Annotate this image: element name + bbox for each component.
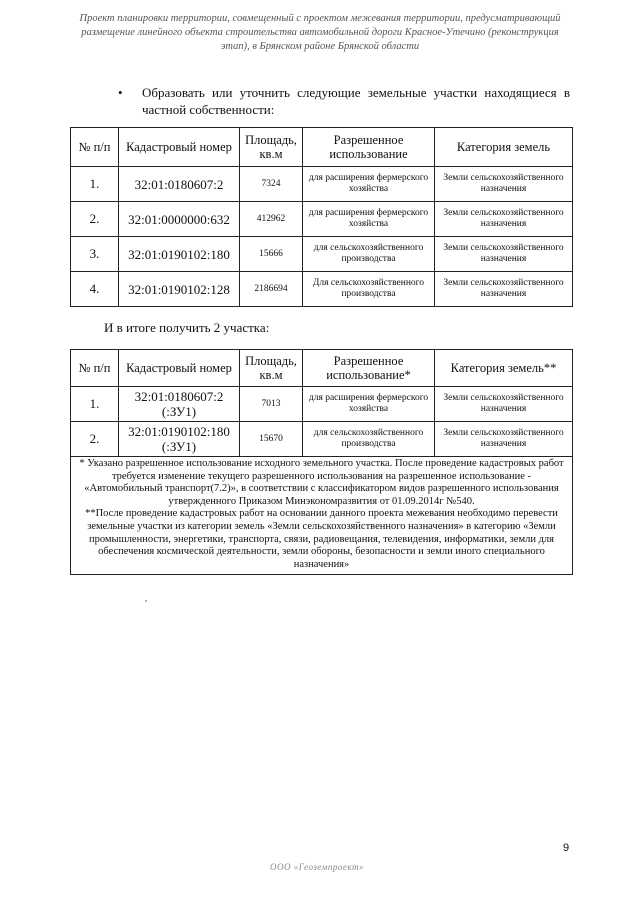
table-row [71,202,573,237]
result-intro-text: И в итоге получить 2 участка: [104,320,270,335]
table-row [71,387,573,422]
permitted-use: для сельскохозяйственного производства [303,422,435,457]
cadastral-number: 32:01:0180607:2 [119,167,240,202]
document-header [70,12,570,54]
col-header-area: Площадь, кв.м [240,350,303,387]
area-value: 15670 [240,422,303,457]
cadastral-number-line: 32:01:0190102:180 [128,424,230,439]
area-value: 2186694 [240,272,303,307]
land-category: Земли сельскохозяйственного назначения [435,237,573,272]
note-land-category: **После проведение кадастровых работ на основании данного проекта межевания необходимо перевести земельные участки из категории земель «Земли сельскохозяйственного назначения» в категорию «Земли промышленности, энергетики, транспорта, связи, радиовещания, телевидения, информатики, земли для обеспечения космической деятельности, земли обороны, безопасности и земли иного специального назначения» [85,508,558,570]
permitted-use: для расширения фермерского хозяйства [303,167,435,202]
col-header-number: № п/п [71,350,119,387]
col-header-number: № п/п [71,128,119,167]
col-header-cadastral: Кадастровый номер [119,350,240,387]
row-number: 1. [71,167,119,202]
cadastral-number [119,387,240,422]
row-number: 2. [71,202,119,237]
parcel-designation: (:ЗУ1) [161,439,197,454]
row-number: 4. [71,272,119,307]
land-category: Земли сельскохозяйственного назначения [435,202,573,237]
table-row [71,272,573,307]
col-header-area: Площадь, кв.м [240,128,303,167]
note-permitted-use: * Указано разрешенное использование исходного земельного участка. После проведение кадастровых работ требуется изменение текущего разрешенного использования на разрешенное использование - «Автомобильный транспорт(7.2)», в соответствии с классификатором видов разрешенного использования утвержденного Приказом Минэкономразвития от 01.09.2014г №540. [79,458,564,507]
result-parcels-table [70,349,573,575]
area-value: 412962 [240,202,303,237]
col-header-category: Категория земель** [435,350,573,387]
page-number: 9 [563,842,570,854]
permitted-use: Для сельскохозяйственного производства [303,272,435,307]
land-category: Земли сельскохозяйственного назначения [435,387,573,422]
cadastral-number-line: 32:01:0180607:2 [134,389,224,404]
table-row [71,422,573,457]
table-notes-row [71,457,573,575]
parcel-designation: (:ЗУ1) [161,404,197,419]
land-category: Земли сельскохозяйственного назначения [435,272,573,307]
header-line-1: Проект планировки территории, совмещенный с проектом межевания территории, предусматривающий [79,13,561,24]
permitted-use: для расширения фермерского хозяйства [303,387,435,422]
permitted-use: для сельскохозяйственного производства [303,237,435,272]
bullet-paragraph [118,84,570,118]
area-value: 7013 [240,387,303,422]
col-header-use: Разрешенное использование [303,128,435,167]
row-number: 3. [71,237,119,272]
table-header-row [71,350,573,387]
scan-speck [145,600,147,602]
land-category: Земли сельскохозяйственного назначения [435,167,573,202]
area-value: 7324 [240,167,303,202]
source-parcels-table [70,127,573,307]
cadastral-number: 32:01:0190102:128 [119,272,240,307]
land-category: Земли сельскохозяйственного назначения [435,422,573,457]
col-header-cadastral: Кадастровый номер [119,128,240,167]
table-row [71,237,573,272]
header-line-2: размещение линейного объекта строительства автомобильной дороги Красное-Утечино (реконструкция [81,27,559,38]
cadastral-number [119,422,240,457]
area-value: 15666 [240,237,303,272]
col-header-use: Разрешенное использование* [303,350,435,387]
bullet-text: Образовать или уточнить следующие земельные участки находящиеся в частной собственности: [142,85,570,117]
cadastral-number: 32:01:0190102:180 [119,237,240,272]
row-number: 1. [71,387,119,422]
row-number: 2. [71,422,119,457]
table-header-row [71,128,573,167]
header-line-3: этап), в Брянском районе Брянской области [220,41,420,52]
table-notes [71,457,573,575]
cadastral-number: 32:01:0000000:632 [119,202,240,237]
table-row [71,167,573,202]
document-footer: ООО «Геоземпроект» [270,862,364,872]
col-header-category: Категория земель [435,128,573,167]
permitted-use: для расширения фермерского хозяйства [303,202,435,237]
bullet-icon: • [118,85,123,100]
